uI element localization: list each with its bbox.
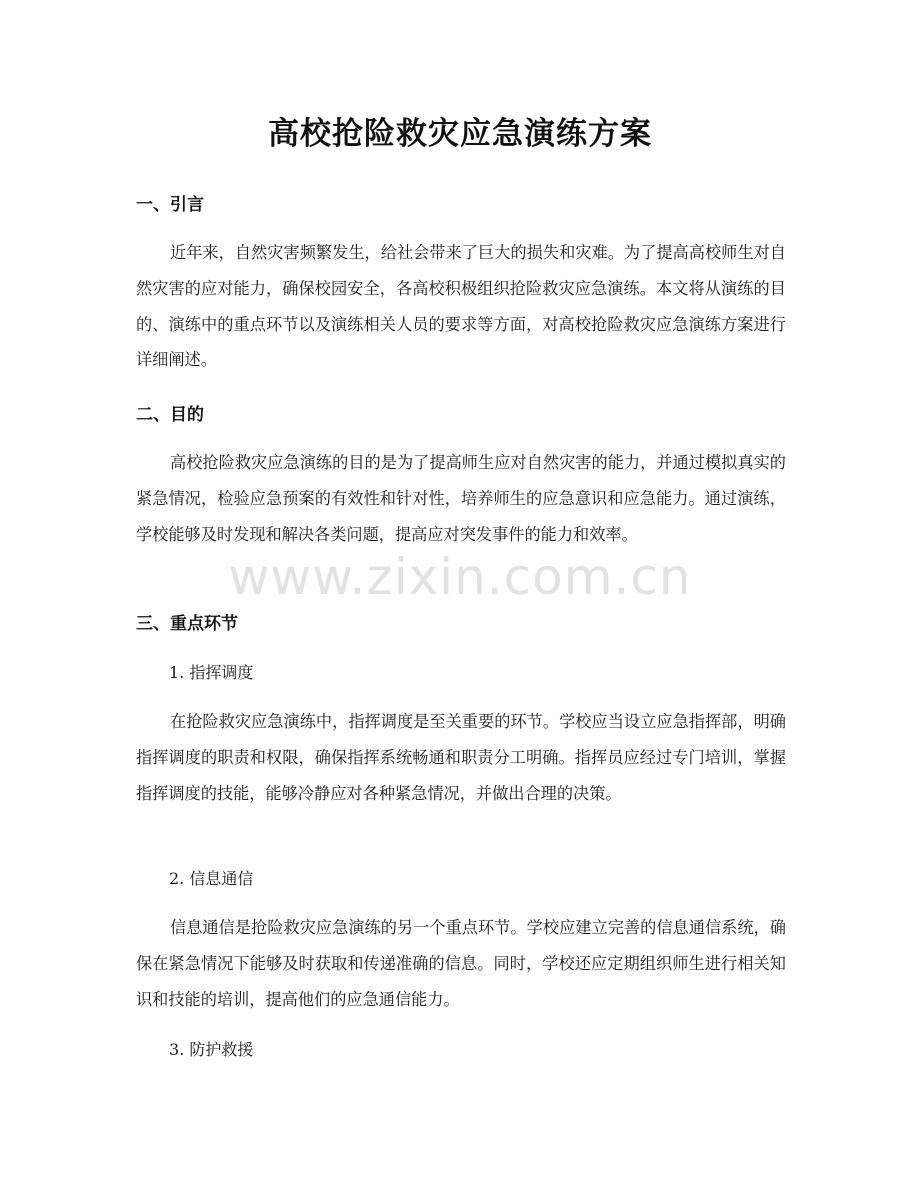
subsection-paragraph-command: 在抢险救灾应急演练中，指挥调度是至关重要的环节。学校应当设立应急指挥部，明确指挥调度的职责和权限，确保指挥系统畅通和职责分工明确。指挥员应经过专门培训，掌握指挥调度的技能，能够冷静应对各种紧急情况，并做出合理的决策。 xyxy=(136,712,786,803)
section-heading-introduction: 一、引言 xyxy=(136,195,204,215)
page-title: 高校抢险救灾应急演练方案 xyxy=(268,116,652,152)
section-heading-purpose: 二、目的 xyxy=(136,405,204,425)
subsection-label-protection: 3. 防护救援 xyxy=(169,1040,254,1059)
section-paragraph-purpose: 高校抢险救灾应急演练的目的是为了提高师生应对自然灾害的能力，并通过模拟真实的紧急情况，检验应急预案的有效性和针对性，培养师生的应急意识和应急能力。通过演练，学校能够及时发现和解决各类问题，提高应对突发事件的能力和效率。 xyxy=(136,453,786,544)
section-heading-key-links: 三、重点环节 xyxy=(136,614,238,634)
subsection-label-command: 1. 指挥调度 xyxy=(169,663,254,682)
section-paragraph-introduction: 近年来，自然灾害频繁发生，给社会带来了巨大的损失和灾难。为了提高高校师生对自然灾害的应对能力，确保校园安全，各高校积极组织抢险救灾应急演练。本文将从演练的目的、演练中的重点环节以及演练相关人员的要求等方面，对高校抢险救灾应急演练方案进行详细阐述。 xyxy=(136,243,786,370)
subsection-paragraph-communication: 信息通信是抢险救灾应急演练的另一个重点环节。学校应建立完善的信息通信系统，确保在紧急情况下能够及时获取和传递准确的信息。同时，学校还应定期组织师生进行相关知识和技能的培训，提高他们的应急通信能力。 xyxy=(136,918,786,1009)
subsection-label-communication: 2. 信息通信 xyxy=(169,869,254,888)
watermark: www.zixin.com.cn xyxy=(228,548,692,606)
